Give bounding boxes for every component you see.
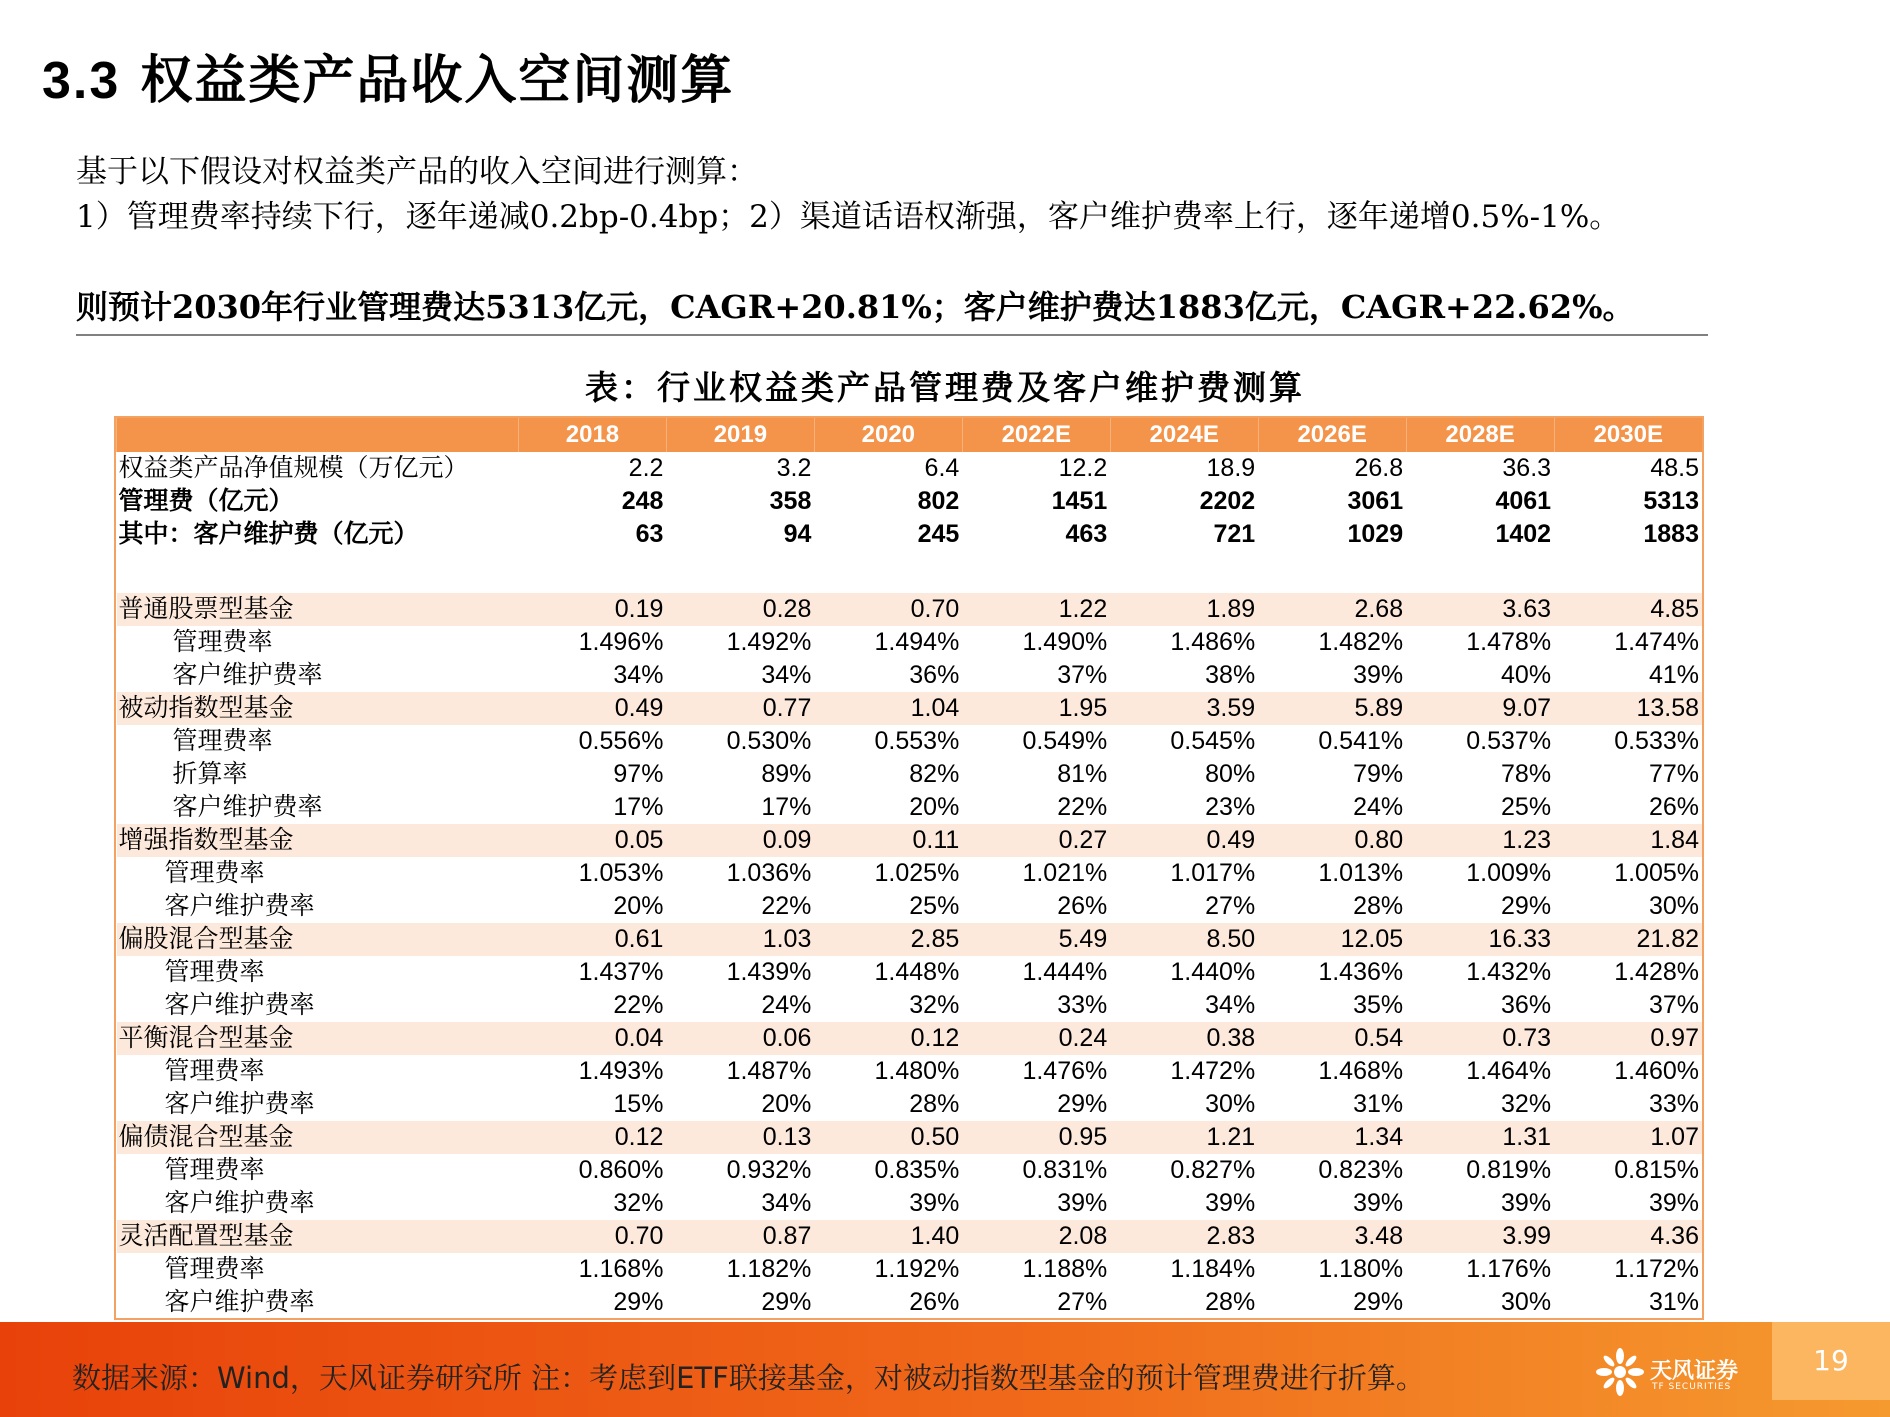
table-cell: 1.07 [1554, 1121, 1702, 1154]
table-cell: 0.860% [578, 1156, 664, 1184]
table-cell: 37% [1648, 991, 1699, 1019]
table-cell: 1.013% [1318, 859, 1404, 887]
table-cell: 0.28 [666, 593, 814, 626]
table-cell: 28% [909, 1090, 960, 1118]
table-cell: 39% [909, 1189, 960, 1217]
row-label: 其中：客户维护费（亿元） [118, 520, 419, 548]
table-cell: 0.38 [1110, 1022, 1258, 1055]
table-cell: 1.493% [578, 1057, 664, 1085]
table-cell: 5.89 [1258, 692, 1406, 725]
table-cell: 8.50 [1110, 923, 1258, 956]
table-cell: 0.12 [814, 1022, 962, 1055]
spacer-cell [1110, 551, 1258, 593]
table-cell: 27% [1057, 1288, 1108, 1316]
table-cell: 28% [1205, 1288, 1256, 1316]
row-label: 客户维护费率 [164, 1189, 315, 1217]
table-header-row [117, 418, 1703, 452]
table-cell: 1.21 [1110, 1121, 1258, 1154]
table-cell: 25% [909, 892, 960, 920]
table-cell: 0.97 [1554, 1022, 1702, 1055]
table-cell: 39% [1353, 661, 1404, 689]
page-number: 19 [1772, 1322, 1890, 1400]
table-cell: 31% [1648, 1288, 1699, 1316]
table-cell: 0.70 [814, 593, 962, 626]
table-cell: 36% [1501, 991, 1552, 1019]
table-cell: 0.73 [1406, 1022, 1554, 1055]
table-cell: 2.83 [1110, 1220, 1258, 1253]
logo-text-en: TF SECURITIES [1652, 1382, 1732, 1392]
fund-category-row [117, 692, 1703, 725]
table-cell: 39% [1057, 1189, 1108, 1217]
table-cell: 0.823% [1318, 1156, 1404, 1184]
table-cell: 35% [1353, 991, 1404, 1019]
table-cell: 31% [1353, 1090, 1404, 1118]
table-cell: 1.476% [1022, 1057, 1108, 1085]
column-header: 2026E [1258, 418, 1406, 452]
row-label: 平衡混合型基金 [117, 1022, 519, 1055]
row-label: 客户维护费率 [164, 991, 315, 1019]
table-cell: 1.448% [874, 958, 960, 986]
table-cell: 1451 [1051, 487, 1108, 515]
footer-bar [0, 1322, 1890, 1417]
spacer-cell [1554, 551, 1702, 593]
spacer-cell [117, 551, 519, 593]
table-cell: 94 [783, 520, 812, 548]
table-cell: 0.530% [726, 727, 812, 755]
section-title: 权益类产品收入空间测算 [140, 50, 735, 111]
table-cell: 41% [1648, 661, 1699, 689]
table-cell: 1.40 [814, 1220, 962, 1253]
row-label: 管理费率 [164, 1057, 265, 1085]
table-cell: 81% [1057, 760, 1108, 788]
table-cell: 34% [761, 661, 812, 689]
table-cell: 0.05 [519, 824, 667, 857]
table-cell: 18.9 [1206, 454, 1256, 482]
table-cell: 1.480% [874, 1057, 960, 1085]
table-cell: 1.496% [578, 628, 664, 656]
table-row [117, 1055, 1703, 1088]
table-cell: 248 [621, 487, 664, 515]
table-cell: 0.70 [519, 1220, 667, 1253]
table-row [117, 485, 1703, 518]
table-cell: 1.005% [1614, 859, 1699, 887]
table-row [117, 659, 1703, 692]
table-cell: 82% [909, 760, 960, 788]
table-cell: 29% [761, 1288, 812, 1316]
table-cell: 29% [1501, 892, 1552, 920]
column-header: 2022E [962, 418, 1110, 452]
row-label: 普通股票型基金 [117, 593, 519, 626]
table-cell: 1.468% [1318, 1057, 1404, 1085]
table-cell: 5313 [1643, 487, 1699, 515]
table-cell: 1.23 [1406, 824, 1554, 857]
table-cell: 0.537% [1466, 727, 1552, 755]
table-cell: 78% [1501, 760, 1552, 788]
table-cell: 5.49 [962, 923, 1110, 956]
table-row [117, 857, 1703, 890]
table-cell: 24% [1353, 793, 1404, 821]
table-cell: 6.4 [924, 454, 960, 482]
table-cell: 245 [917, 520, 960, 548]
table-cell: 1.439% [726, 958, 812, 986]
table-cell: 0.06 [666, 1022, 814, 1055]
table-row [117, 626, 1703, 659]
table-cell: 15% [613, 1090, 664, 1118]
row-label: 灵活配置型基金 [117, 1220, 519, 1253]
row-label: 客户维护费率 [164, 892, 315, 920]
table-cell: 1.95 [962, 692, 1110, 725]
logo-icon [1592, 1344, 1648, 1400]
table-cell: 3061 [1347, 487, 1404, 515]
table-cell: 17% [613, 793, 664, 821]
table-cell: 1.021% [1022, 859, 1108, 887]
table-cell: 1.89 [1110, 593, 1258, 626]
table-cell: 0.09 [666, 824, 814, 857]
table-cell: 1.009% [1466, 859, 1552, 887]
table-cell: 34% [613, 661, 664, 689]
table-cell: 0.815% [1614, 1156, 1699, 1184]
table-cell: 3.59 [1110, 692, 1258, 725]
table-cell: 28% [1353, 892, 1404, 920]
table-cell: 39% [1501, 1189, 1552, 1217]
table-cell: 29% [613, 1288, 664, 1316]
table-cell: 29% [1353, 1288, 1404, 1316]
row-label: 客户维护费率 [172, 661, 323, 689]
row-label: 偏股混合型基金 [117, 923, 519, 956]
row-label: 被动指数型基金 [117, 692, 519, 725]
table-cell: 1.460% [1614, 1057, 1699, 1085]
row-label: 管理费率 [164, 1255, 265, 1283]
table-cell: 32% [613, 1189, 664, 1217]
table-cell: 802 [917, 487, 960, 515]
fund-category-row [117, 1220, 1703, 1253]
fund-category-row [117, 1121, 1703, 1154]
table-cell: 39% [1353, 1189, 1404, 1217]
row-label: 管理费率 [164, 958, 265, 986]
table-cell: 1.464% [1466, 1057, 1552, 1085]
table-cell: 1.34 [1258, 1121, 1406, 1154]
table-cell: 37% [1057, 661, 1108, 689]
column-header: 2020 [814, 418, 962, 452]
table-cell: 1.437% [578, 958, 664, 986]
table-cell: 2202 [1199, 487, 1256, 515]
table-row [117, 791, 1703, 824]
table-cell: 0.556% [578, 727, 664, 755]
spacer-cell [1406, 551, 1554, 593]
table-cell: 0.549% [1022, 727, 1108, 755]
table-cell: 1.84 [1554, 824, 1702, 857]
company-logo [1592, 1344, 1742, 1404]
table-cell: 0.49 [1110, 824, 1258, 857]
row-label: 管理费率 [172, 727, 273, 755]
spacer-cell [519, 551, 667, 593]
fund-category-row [117, 593, 1703, 626]
table-cell: 3.48 [1258, 1220, 1406, 1253]
table-cell: 4.36 [1554, 1220, 1702, 1253]
table-cell: 30% [1205, 1090, 1256, 1118]
table-cell: 97% [613, 760, 664, 788]
table-row [117, 1088, 1703, 1121]
table-cell: 34% [761, 1189, 812, 1217]
fund-category-row [117, 1022, 1703, 1055]
table-cell: 1.176% [1466, 1255, 1552, 1283]
table-cell: 2.2 [628, 454, 664, 482]
column-header: 2019 [666, 418, 814, 452]
table-row [117, 725, 1703, 758]
table-cell: 1883 [1643, 520, 1699, 548]
table-cell: 36.3 [1502, 454, 1552, 482]
table-cell: 40% [1501, 661, 1552, 689]
spacer-cell [666, 551, 814, 593]
table-cell: 1.474% [1614, 628, 1699, 656]
table-cell: 1029 [1347, 520, 1404, 548]
spacer-cell [962, 551, 1110, 593]
table-row [117, 518, 1703, 551]
table-cell: 1.440% [1170, 958, 1256, 986]
table-cell: 0.553% [874, 727, 960, 755]
table-cell: 0.541% [1318, 727, 1404, 755]
table-cell: 20% [613, 892, 664, 920]
table-cell: 463 [1065, 520, 1108, 548]
table-cell: 30% [1648, 892, 1699, 920]
table-cell: 1.472% [1170, 1057, 1256, 1085]
table-cell: 0.54 [1258, 1022, 1406, 1055]
table-cell: 89% [761, 760, 812, 788]
table-row [117, 758, 1703, 791]
table-cell: 3.2 [776, 454, 812, 482]
table-cell: 0.835% [874, 1156, 960, 1184]
row-label: 权益类产品净值规模（万亿元） [118, 454, 469, 482]
table-row [117, 956, 1703, 989]
table-row [117, 1187, 1703, 1220]
table-cell: 0.932% [726, 1156, 812, 1184]
table-cell: 39% [1205, 1189, 1256, 1217]
row-label: 客户维护费率 [164, 1288, 315, 1316]
table-row [117, 890, 1703, 923]
table-cell: 26% [1057, 892, 1108, 920]
table-cell: 0.24 [962, 1022, 1110, 1055]
row-label: 管理费率 [164, 859, 265, 887]
spacer-cell [1258, 551, 1406, 593]
table-cell: 0.95 [962, 1121, 1110, 1154]
table-cell: 32% [1501, 1090, 1552, 1118]
table-cell: 1.436% [1318, 958, 1404, 986]
column-header: 2030E [1554, 418, 1702, 452]
assumption-details: 1）管理费率持续下行，逐年递减0.2bp-0.4bp；2）渠道话语权渐强，客户维护费率上行，逐年递增0.5%-1%。 [76, 199, 1621, 235]
section-number: 3.3 [42, 52, 121, 110]
table-cell: 21.82 [1554, 923, 1702, 956]
table-cell: 1.036% [726, 859, 812, 887]
table-cell: 12.2 [1058, 454, 1108, 482]
logo-text-cn: 天风证券 [1650, 1359, 1739, 1384]
table-cell: 79% [1353, 760, 1404, 788]
row-label: 折算率 [172, 760, 248, 788]
table-cell: 1.22 [962, 593, 1110, 626]
spacer-row [117, 551, 1703, 593]
table-cell: 0.827% [1170, 1156, 1256, 1184]
table-cell: 1.494% [874, 628, 960, 656]
conclusion-text: 则预计2030年行业管理费达5313亿元，CAGR+20.81%；客户维护费达1883亿元，CAGR+22.62%。 [76, 282, 1708, 336]
table-row [117, 1154, 1703, 1187]
table-cell: 0.831% [1022, 1156, 1108, 1184]
table-cell: 0.77 [666, 692, 814, 725]
table-cell: 4061 [1495, 487, 1552, 515]
table-cell: 48.5 [1650, 454, 1699, 482]
table-cell: 12.05 [1258, 923, 1406, 956]
table-cell: 0.12 [519, 1121, 667, 1154]
table-cell: 1.182% [726, 1255, 812, 1283]
table-cell: 0.61 [519, 923, 667, 956]
table-cell: 22% [761, 892, 812, 920]
table-cell: 27% [1205, 892, 1256, 920]
table-cell: 20% [761, 1090, 812, 1118]
table-cell: 1.432% [1466, 958, 1552, 986]
table-cell: 1.490% [1022, 628, 1108, 656]
table-cell: 1.017% [1170, 859, 1256, 887]
table-cell: 1.180% [1318, 1255, 1404, 1283]
table-cell: 36% [909, 661, 960, 689]
table-cell: 1.487% [726, 1057, 812, 1085]
table-cell: 0.04 [519, 1022, 667, 1055]
table-cell: 2.68 [1258, 593, 1406, 626]
table-cell: 1.482% [1318, 628, 1404, 656]
table-cell: 1.04 [814, 692, 962, 725]
table-cell: 24% [761, 991, 812, 1019]
table-cell: 23% [1205, 793, 1256, 821]
table-cell: 38% [1205, 661, 1256, 689]
row-label: 客户维护费率 [164, 1090, 315, 1118]
table-cell: 13.58 [1554, 692, 1702, 725]
column-header: 2018 [519, 418, 667, 452]
table-cell: 39% [1648, 1189, 1699, 1217]
table-cell: 26% [1648, 793, 1699, 821]
table-cell: 33% [1057, 991, 1108, 1019]
row-label: 管理费率 [164, 1156, 265, 1184]
table-cell: 1.486% [1170, 628, 1256, 656]
table-cell: 29% [1057, 1090, 1108, 1118]
table-cell: 77% [1648, 760, 1699, 788]
table-cell: 2.85 [814, 923, 962, 956]
table-cell: 1.428% [1614, 958, 1699, 986]
table-cell: 33% [1648, 1090, 1699, 1118]
row-label: 客户维护费率 [172, 793, 323, 821]
table-cell: 20% [909, 793, 960, 821]
table-cell: 0.819% [1466, 1156, 1552, 1184]
table-cell: 80% [1205, 760, 1256, 788]
table-cell: 0.49 [519, 692, 667, 725]
row-label: 增强指数型基金 [117, 824, 519, 857]
table-cell: 16.33 [1406, 923, 1554, 956]
row-label: 偏债混合型基金 [117, 1121, 519, 1154]
table-row [117, 989, 1703, 1022]
fund-category-row [117, 824, 1703, 857]
table-cell: 34% [1205, 991, 1256, 1019]
table-cell: 9.07 [1406, 692, 1554, 725]
fee-estimate-table [114, 416, 1704, 1320]
table-cell: 1.053% [578, 859, 664, 887]
table-cell: 63 [635, 520, 664, 548]
fund-category-row [117, 923, 1703, 956]
spacer-cell [814, 551, 962, 593]
table-cell: 0.19 [519, 593, 667, 626]
table-cell: 0.80 [1258, 824, 1406, 857]
table-cell: 1.025% [874, 859, 960, 887]
table-cell: 25% [1501, 793, 1552, 821]
row-label: 管理费（亿元） [118, 487, 294, 515]
table-cell: 1.168% [578, 1255, 664, 1283]
table-cell: 0.50 [814, 1121, 962, 1154]
table-cell: 32% [909, 991, 960, 1019]
table-cell: 2.08 [962, 1220, 1110, 1253]
table-cell: 3.99 [1406, 1220, 1554, 1253]
table-row [117, 1253, 1703, 1286]
table-cell: 358 [769, 487, 812, 515]
column-header [117, 418, 519, 452]
table-cell: 721 [1213, 520, 1256, 548]
table-cell: 17% [761, 793, 812, 821]
table-cell: 1.184% [1170, 1255, 1256, 1283]
assumption-intro: 基于以下假设对权益类产品的收入空间进行测算： [76, 154, 758, 190]
table-cell: 26.8 [1354, 454, 1404, 482]
row-label: 管理费率 [172, 628, 273, 656]
table-cell: 22% [1057, 793, 1108, 821]
table-cell: 26% [909, 1288, 960, 1316]
table-cell: 22% [613, 991, 664, 1019]
table-row [117, 1286, 1703, 1319]
source-note: 数据来源：Wind，天风证券研究所 注：考虑到ETF联接基金，对被动指数型基金的预计管理费进行折算。 [72, 1361, 1425, 1395]
column-header: 2024E [1110, 418, 1258, 452]
column-header: 2028E [1406, 418, 1554, 452]
table-cell: 0.87 [666, 1220, 814, 1253]
table-cell: 4.85 [1554, 593, 1702, 626]
table-cell: 3.63 [1406, 593, 1554, 626]
table-cell: 1.172% [1614, 1255, 1699, 1283]
table-cell: 0.533% [1614, 727, 1699, 755]
assumptions [76, 150, 1620, 240]
table-cell: 30% [1501, 1288, 1552, 1316]
table-cell: 1.192% [874, 1255, 960, 1283]
table-cell: 0.11 [814, 824, 962, 857]
table-cell: 1402 [1495, 520, 1552, 548]
table-cell: 0.545% [1170, 727, 1256, 755]
table-cell: 1.492% [726, 628, 812, 656]
table-cell: 1.444% [1022, 958, 1108, 986]
table-caption: 表：行业权益类产品管理费及客户维护费测算 [585, 368, 1305, 407]
table-cell: 1.478% [1466, 628, 1552, 656]
table-cell: 1.188% [1022, 1255, 1108, 1283]
table-cell: 1.03 [666, 923, 814, 956]
table-cell: 0.13 [666, 1121, 814, 1154]
table-row [117, 452, 1703, 485]
table-cell: 1.31 [1406, 1121, 1554, 1154]
page-title [42, 38, 734, 113]
table-cell: 0.27 [962, 824, 1110, 857]
